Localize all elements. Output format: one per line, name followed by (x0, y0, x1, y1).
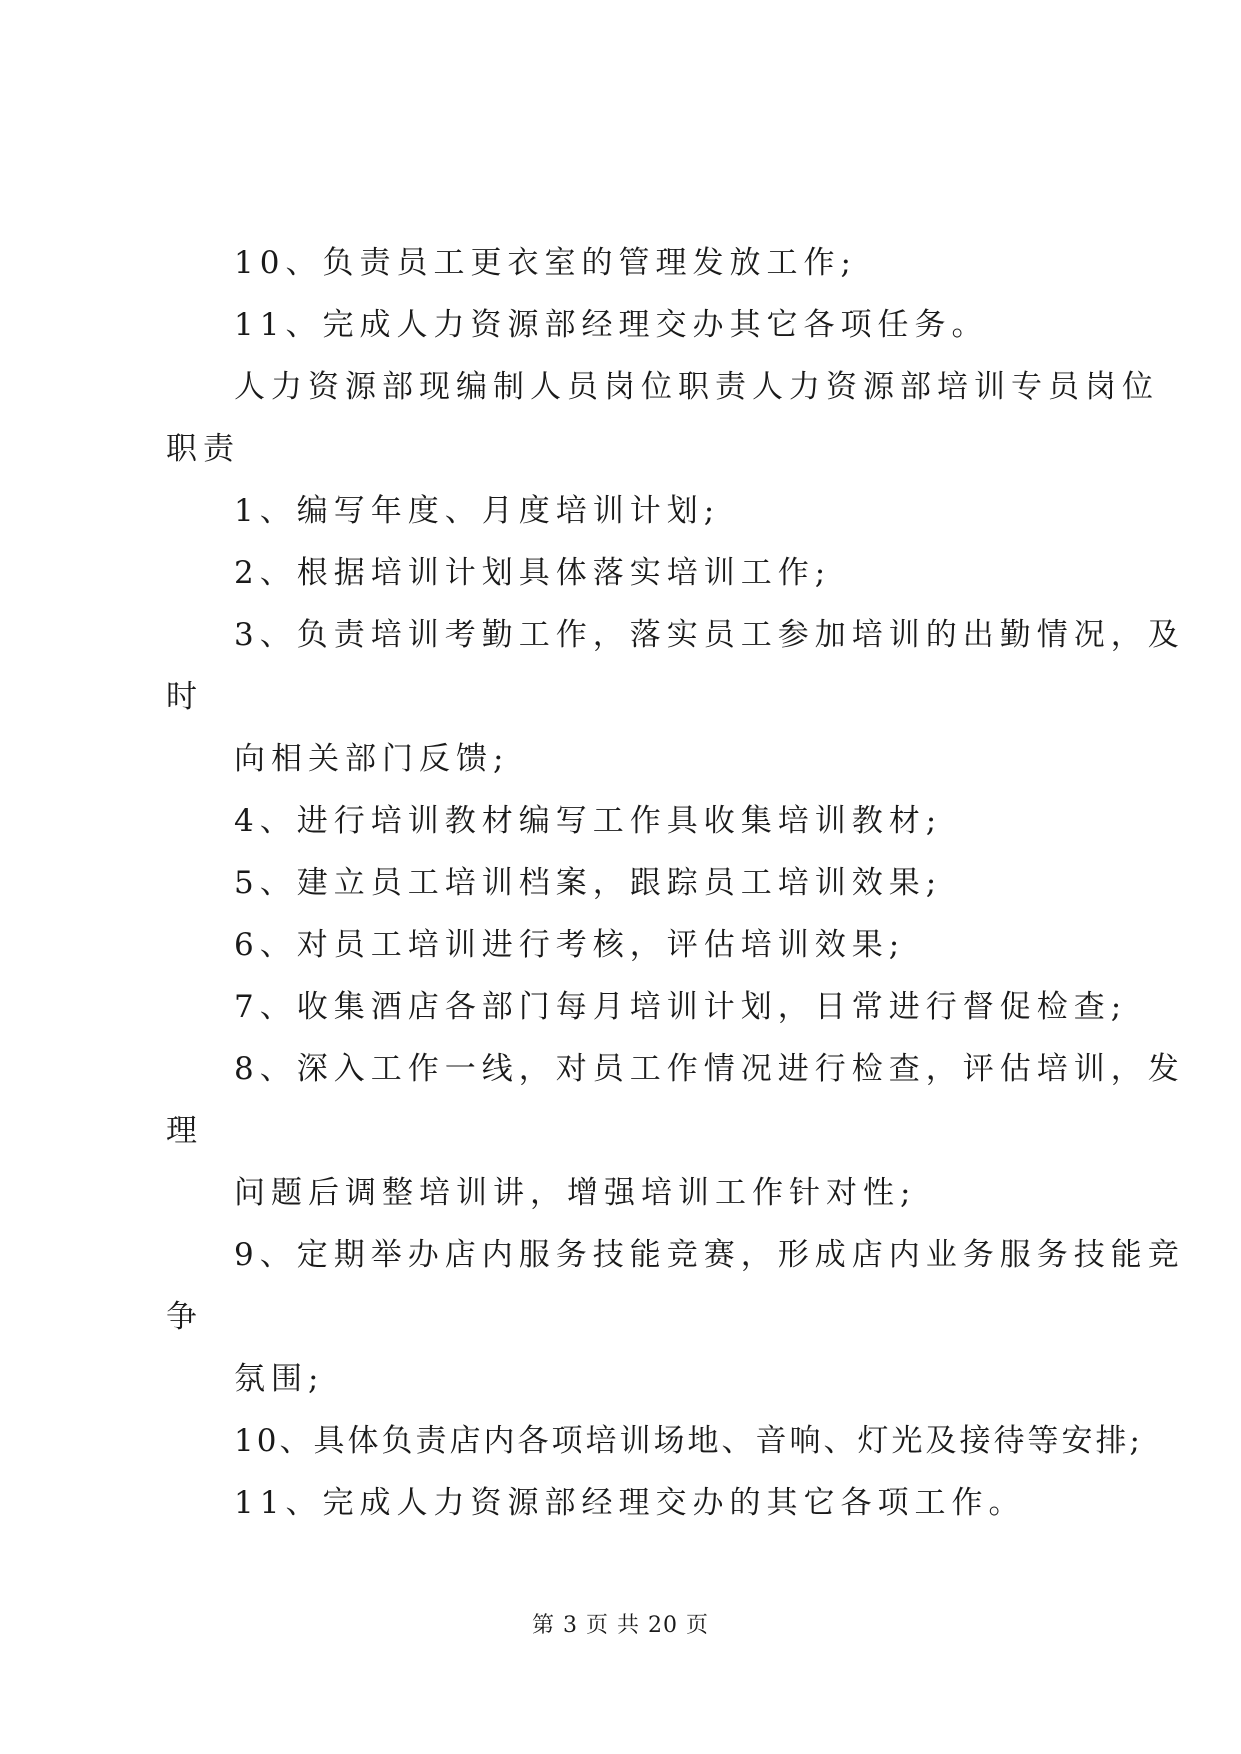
section-heading-line: 人力资源部现编制人员岗位职责人力资源部培训专员岗位 (234, 369, 1159, 405)
paragraph-line: 理 (166, 1113, 203, 1149)
paragraph-line: 6、对员工培训进行考核，评估培训效果; (234, 927, 906, 963)
paragraph-line: 2、根据培训计划具体落实培训工作; (234, 555, 832, 591)
paragraph-line: 争 (166, 1299, 203, 1335)
paragraph-line: 11、完成人力资源部经理交办的其它各项工作。 (234, 1485, 1026, 1521)
paragraph-line: 4、进行培训教材编写工作具收集培训教材; (234, 803, 943, 839)
paragraph-line: 氛围; (234, 1361, 325, 1397)
paragraph-line: 9、定期举办店内服务技能竞赛，形成店内业务服务技能竞 (234, 1237, 1185, 1273)
paragraph-line: 向相关部门反馈; (234, 741, 510, 777)
document-body (166, 232, 1185, 1534)
paragraph-line: 7、收集酒店各部门每月培训计划，日常进行督促检查; (234, 989, 1128, 1025)
paragraph-line: 1、编写年度、月度培训计划; (234, 493, 721, 529)
paragraph-line: 10、负责员工更衣室的管理发放工作; (234, 245, 857, 281)
paragraph-line: 问题后调整培训讲，增强培训工作针对性; (234, 1175, 917, 1211)
paragraph-line: 5、建立员工培训档案，跟踪员工培训效果; (234, 865, 943, 901)
paragraph-line: 10、具体负责店内各项培训场地、音响、灯光及接待等安排; (234, 1423, 1143, 1459)
paragraph-line: 3、负责培训考勤工作，落实员工参加培训的出勤情况，及 (234, 617, 1185, 653)
page-number-label: 第 3 页 共 20 页 (532, 1613, 709, 1638)
page-footer (0, 1608, 1241, 1639)
paragraph-line: 11、完成人力资源部经理交办其它各项任务。 (234, 307, 989, 343)
paragraph-line: 8、深入工作一线，对员工作情况进行检查，评估培训，发 (234, 1051, 1185, 1087)
section-heading-line: 职责 (166, 431, 240, 467)
paragraph-line: 时 (166, 679, 203, 715)
